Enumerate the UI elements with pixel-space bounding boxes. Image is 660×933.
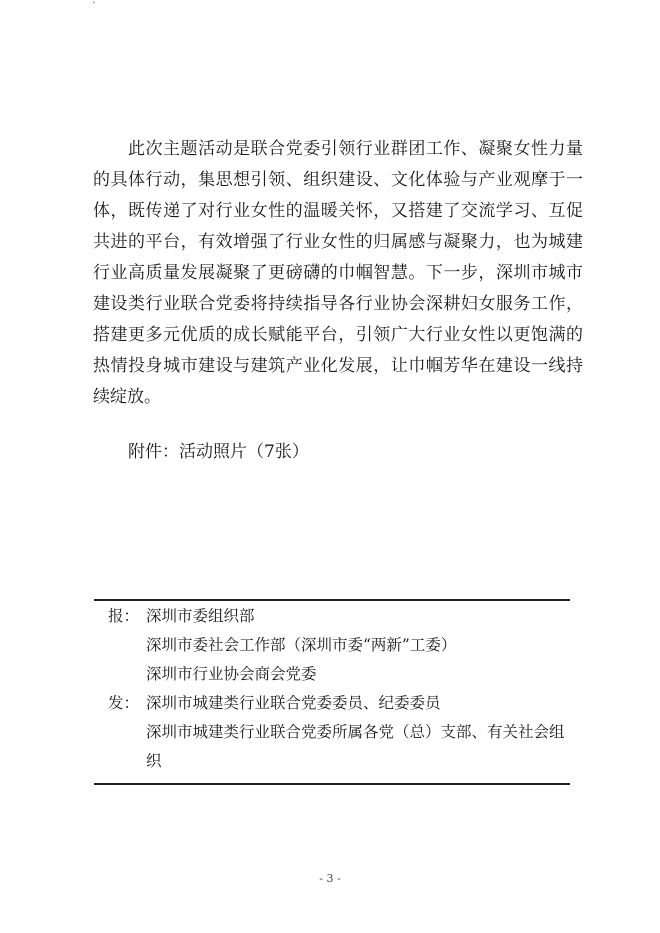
distribution-block [108,602,573,776]
send-label: 发： [108,694,140,712]
report-recipient: 深圳市委社会工作部（深圳市委“两新”工委） [146,636,457,654]
report-to-row [108,602,573,689]
bottom-divider [94,783,570,785]
attachment-line: 附件：活动照片（7张） [128,442,309,462]
top-divider [94,599,570,601]
report-label: 报： [108,607,140,625]
page-number: - 3 - [319,872,341,885]
report-recipient: 深圳市委组织部 [146,607,255,625]
send-recipient: 深圳市城建类行业联合党委委员、纪委委员 [146,694,441,712]
corner-mark: ` [92,2,97,13]
report-recipient: 深圳市行业协会商会党委 [146,665,317,683]
body-paragraph: 此次主题活动是联合党委引领行业群团工作、凝聚女性力量的具体行动，集思想引领、组织建设、文化体验与产业观摩于一体，既传递了对行业女性的温暖关怀，又搭建了交流学习、互促共进的平台，有效增强了行业女性的归属感与凝聚力，也为城建行业高质量发展凝聚了更磅礴的巾帼智慧。下一步，深圳市城市建设类行业联合党委将持续指导各行业协会深耕妇女服务工作，搭建更多元优质的成长赋能平台，引领广大行业女性以更饱满的热情投身城市建设与建筑产业化发展，让巾帼芳华在建设一线持续绽放。 [93,139,583,407]
send-to-row [108,689,573,776]
send-to-list [146,689,573,776]
send-recipient: 深圳市城建类行业联合党委所属各党（总）支部、有关社会组织 [146,723,565,770]
report-to-list [146,602,573,689]
